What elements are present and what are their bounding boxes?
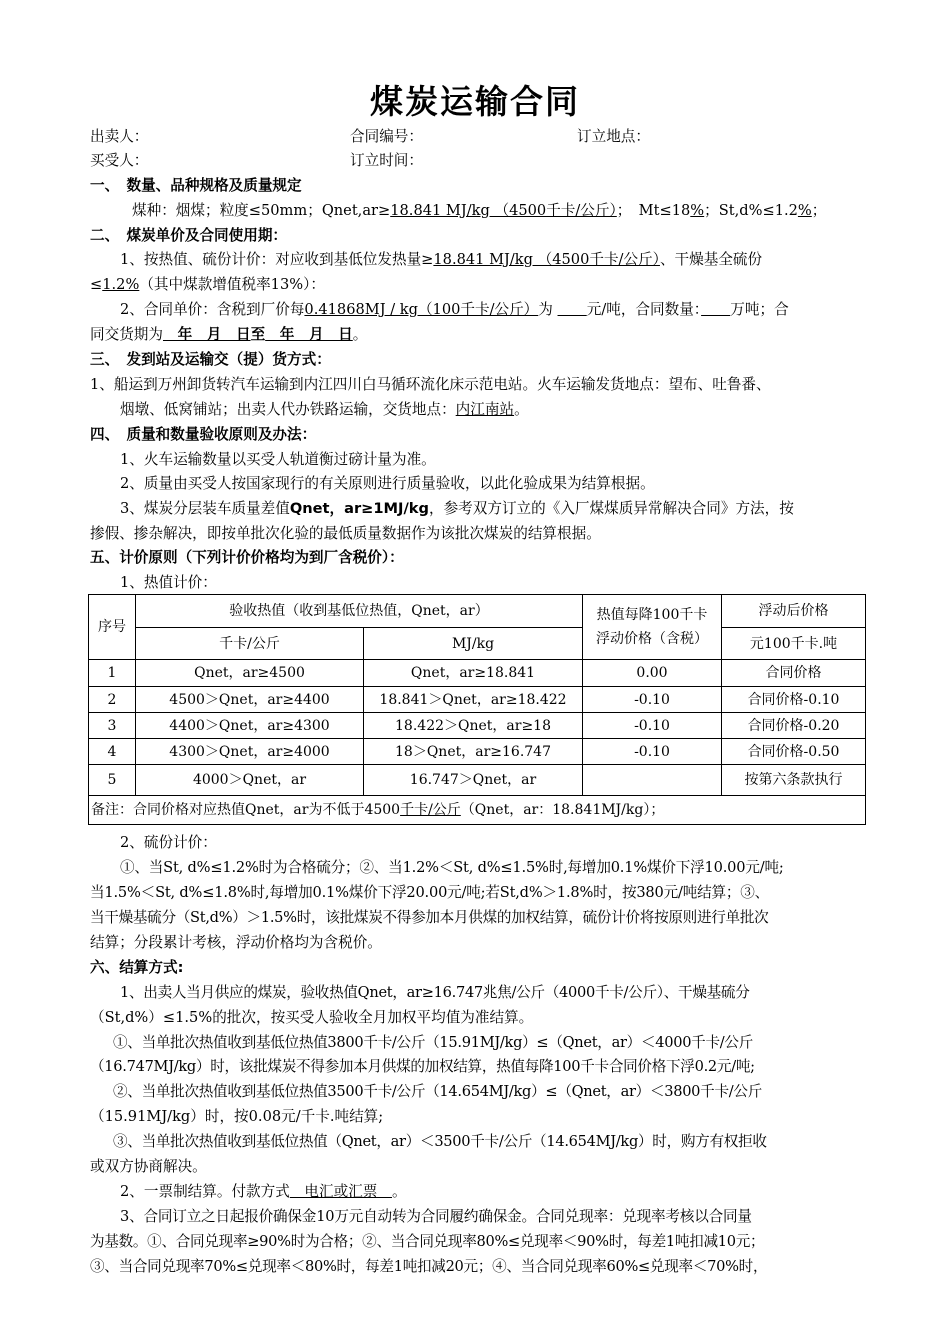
header-float-per-100: 热值每降100千卡 浮动价格（含税） <box>583 595 722 660</box>
settlement-line-12: ③、当合同兑现率70%≤兑现率＜80%时，每差1吨扣减20元；④、当合同兑现率60%≤兑现率＜70%时， <box>90 1258 768 1275</box>
sign-time-label: 订立时间： <box>350 152 423 169</box>
section-3-para-2: 烟墩、低窝铺站；出卖人代办铁路运输，交货地点：内江南站。 <box>120 401 529 418</box>
table-row: 5 4000＞Qnet，ar 16.747＞Qnet，ar 按第六条款执行 <box>89 765 866 796</box>
sulfur-line-2: 当1.5%＜St, d%≤1.8%时,每增加0.1%煤价下浮20.00元/吨;若St,d%＞1.8%时，按380元/吨结算；③、 <box>90 884 770 901</box>
document-title: 煤炭运输合同 <box>370 82 580 121</box>
header-unit: 元100千卡.吨 <box>722 628 866 660</box>
table-row: 4 4300＞Qnet，ar≥4000 18＞Qnet，ar≥16.747 -0.10 合同价格-0.50 <box>89 739 866 765</box>
section-6-heading: 六、结算方式: <box>90 959 184 976</box>
table-row: 1 Qnet，ar≥4500 Qnet，ar≥18.841 0.00 合同价格 <box>89 660 866 687</box>
section-2-para-2: 2、合同单价：含税到厂价每0.41868MJ / kg（100千卡/公斤）为 元/吨，合同数量： 万吨；合 <box>120 301 789 318</box>
settlement-line-5: ②、当单批次热值收到基低位热值3500千卡/公斤（14.654MJ/kg）≤（Qnet，ar）＜3800千卡/公斤 <box>113 1083 762 1100</box>
section-2-heading: 二、 煤炭单价及合同使用期： <box>90 227 288 244</box>
header-seq: 序号 <box>89 595 136 660</box>
section-3-heading: 三、 发到站及运输交（提）货方式： <box>90 351 331 368</box>
settlement-line-2: （St,d%）≤1.5%的批次，按买受人验收全月加权平均值为准结算。 <box>90 1009 534 1026</box>
section-4-para-4: 掺假、掺杂解决，即按单批次化验的最低质量数据作为该批次煤炭的结算根据。 <box>90 525 601 542</box>
settlement-line-3: ①、当单批次热值收到基低位热值3800千卡/公斤（15.91MJ/kg）≤（Qnet，ar）＜4000千卡/公斤 <box>113 1034 753 1051</box>
section-3-para-1: 1、船运到万州卸货转汽车运输到内江四川白马循环流化床示范电站。火车运输发货地点：望布、吐鲁番、 <box>90 376 771 393</box>
buyer-label: 买受人： <box>90 152 149 169</box>
seller-label: 出卖人： <box>90 128 149 145</box>
header-float-price: 浮动后价格 <box>722 595 866 628</box>
settlement-line-6: （15.91MJ/kg）时，按0.08元/千卡.吨结算; <box>90 1108 384 1125</box>
coal-spec-line: 煤种：烟煤；粒度≤50mm；Qnet,ar≥18.841 MJ/kg （4500千卡/公斤）； Mt≤18%；St,d%≤1.2%； <box>132 202 827 219</box>
contract-no-label: 合同编号： <box>350 128 423 145</box>
heat-price-table <box>88 594 866 825</box>
settlement-line-8: 或双方协商解决。 <box>90 1158 207 1175</box>
section-2-para-1-cont: ≤1.2%（其中煤款增值税率13%）： <box>90 276 325 293</box>
sulfur-pricing-label: 2、硫份计价： <box>120 834 217 851</box>
heat-pricing-label: 1、热值计价： <box>120 574 217 591</box>
settlement-line-11: 为基数。①、合同兑现率≥90%时为合格；②、当合同兑现率80%≤兑现率＜90%时，每差1吨扣减10元； <box>90 1233 765 1250</box>
section-4-para-3: 3、煤炭分层装车质量差值Qnet，ar≥1MJ/kg，参考双方订立的《入厂煤煤质异常解决合同》方法，按 <box>120 500 794 517</box>
settlement-line-9: 2、一票制结算。付款方式 电汇或汇票 。 <box>120 1183 407 1200</box>
sulfur-line-3: 当干燥基硫分（St,d%）＞1.5%时，该批煤炭不得参加本月供煤的加权结算，硫份计价将按原则进行单批次 <box>90 909 769 926</box>
delivery-period: 同交货期为 年 月 日至 年 月 日。 <box>90 326 368 343</box>
sign-place-label: 订立地点： <box>577 128 650 145</box>
table-row: 3 4400＞Qnet，ar≥4300 18.422＞Qnet，ar≥18 -0.10 合同价格-0.20 <box>89 713 866 739</box>
sulfur-line-4: 结算；分段累计考核，浮动价格均为含税价。 <box>90 934 382 951</box>
section-4-heading: 四、 质量和数量验收原则及办法： <box>90 426 317 443</box>
settlement-line-4: （16.747MJ/kg）时，该批煤炭不得参加本月供煤的加权结算，热值每降100千卡合同价格下浮0.2元/吨; <box>90 1058 755 1075</box>
section-4-para-2: 2、质量由买受人按国家现行的有关原则进行质量验收，以此化验成果为结算根据。 <box>120 475 655 492</box>
header-kcal: 千卡/公斤 <box>136 628 364 660</box>
table-note: 备注：合同价格对应热值Qnet，ar为不低于4500千卡/公斤（Qnet，ar：18.841MJ/kg）； <box>89 796 866 825</box>
section-1-heading: 一、 数量、品种规格及质量规定 <box>90 177 302 194</box>
table-row: 2 4500＞Qnet，ar≥4400 18.841＞Qnet，ar≥18.422 -0.10 合同价格-0.10 <box>89 687 866 713</box>
header-mj: MJ/kg <box>364 628 583 660</box>
settlement-line-1: 1、出卖人当月供应的煤炭，验收热值Qnet，ar≥16.747兆焦/公斤（4000千卡/公斤）、干燥基硫分 <box>120 984 750 1001</box>
header-heat-value: 验收热值（收到基低位热值，Qnet，ar） <box>136 595 583 628</box>
section-5-heading: 五、计价原则（下列计价价格均为到厂含税价）： <box>90 549 404 566</box>
settlement-line-10: 3、合同订立之日起报价确保金10万元自动转为合同履约确保金。合同兑现率：兑现率考核以合同量 <box>120 1208 752 1225</box>
sulfur-line-1: ①、当St, d%≤1.2%时为合格硫分；②、当1.2%＜St, d%≤1.5%时,每增加0.1%煤价下浮10.00元/吨; <box>120 859 784 876</box>
section-4-para-1: 1、火车运输数量以买受人轨道衡过磅计量为准。 <box>120 451 436 468</box>
settlement-line-7: ③、当单批次热值收到基低位热值（Qnet，ar）＜3500千卡/公斤（14.654MJ/kg）时，购方有权拒收 <box>113 1133 767 1150</box>
section-2-para-1: 1、按热值、硫份计价：对应收到基低位发热量≥18.841 MJ/kg （4500千卡/公斤）、干燥基全硫份 <box>120 251 763 268</box>
